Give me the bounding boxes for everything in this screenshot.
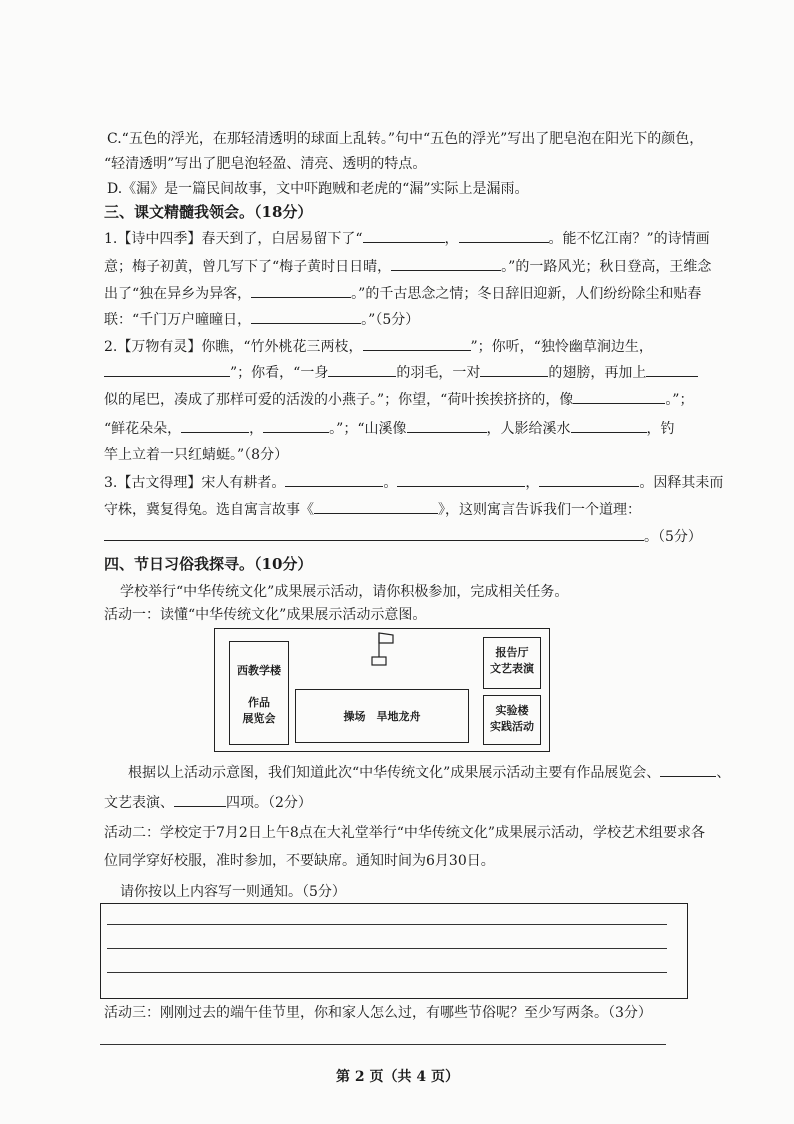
works-label-1: 作品: [248, 696, 270, 709]
q1-line4: 联：“千门万户曈曈日， 。”（5分）: [104, 309, 419, 330]
q2-line4: “鲜花朵朵， ， 。”；“山溪像 ，人影给溪水 ，钓: [104, 418, 675, 439]
answer-blank[interactable]: [660, 762, 716, 777]
activity1-question-line1: 根据以上活动示意图，我们知道此次“中华传统文化”成果展示活动主要有作品展览会、 、: [128, 762, 730, 783]
writing-line: [107, 924, 667, 925]
q1-line3: 出了“独在异乡为异客， 。”的千古思念之情；冬日辞旧迎新，人们纷纷除尘和贴春: [104, 283, 701, 304]
q2-line2: ”；你看，“一身 的羽毛，一对 的翅膀，再加上: [104, 362, 698, 383]
section4-heading: 四、节日习俗我探寻。（10分）: [104, 555, 313, 573]
answer-blank[interactable]: [571, 418, 647, 433]
answer-blank[interactable]: [646, 362, 698, 377]
answer-blank[interactable]: [181, 418, 249, 433]
activity1-title: 活动一：读懂“中华传统文化”成果展示活动示意图。: [104, 607, 427, 623]
answer-blank[interactable]: [363, 228, 445, 243]
activity2-line2: 位同学穿好校服，准时参加，不要缺席。通知时间为6月30日。: [104, 853, 495, 869]
hall-label-2: 文艺表演: [490, 662, 534, 675]
option-c-line2: “轻清透明”写出了肥皂泡轻盈、清亮、透明的特点。: [104, 156, 427, 172]
answer-blank[interactable]: [251, 309, 361, 324]
answer-blank[interactable]: [363, 336, 471, 351]
q1-line2: 意；梅子初黄，曾几写下了“梅子黄时日日晴， 。”的一路风光；秋日登高，王维念: [104, 256, 711, 277]
q2-line5: 竿上立着一只红蜻蜓。”（8分）: [104, 447, 289, 463]
section3-heading: 三、课文精髓我领会。（18分）: [104, 203, 313, 221]
answer-blank[interactable]: [104, 362, 230, 377]
playground-label: 操场 旱地龙舟: [343, 710, 421, 723]
answer-blank[interactable]: [174, 792, 226, 807]
west-building-label: 西教学楼: [237, 664, 281, 677]
answer-blank[interactable]: [391, 256, 501, 271]
west-building-box: [229, 641, 289, 745]
works-label-2: 展览会: [242, 712, 276, 725]
q2-line3: 似的尾巴，凑成了那样可爱的活泼的小燕子。”；你望，“荷叶挨挨挤挤的，像 。”；: [104, 389, 693, 410]
q3-line1: 3.【古文得理】宋人有耕者。 。 ， 。因释其耒而: [104, 472, 723, 493]
answer-blank[interactable]: [285, 472, 383, 487]
q3-line3: 。（5分）: [104, 526, 702, 547]
lab-label-1: 实验楼: [495, 704, 529, 717]
q1-line1: 1.【诗中四季】春天到了，白居易留下了“ ， 。能不忆江南？”的诗情画: [104, 228, 710, 249]
activity2-task: 请你按以上内容写一则通知。（5分）: [120, 884, 346, 900]
activity3-question: 活动三：刚刚过去的端午佳节里，你和家人怎么过，有哪些节俗呢？至少写两条。（3分）: [104, 1005, 652, 1021]
flag-icon: [369, 631, 399, 667]
activity1-question-line2: 文艺表演、 四项。（2分）: [104, 792, 312, 813]
answer-blank[interactable]: [397, 472, 525, 487]
writing-line: [107, 972, 667, 973]
answer-blank[interactable]: [328, 362, 396, 377]
answer-blank[interactable]: [573, 389, 665, 404]
answer-blank[interactable]: [104, 526, 644, 541]
answer-blank[interactable]: [314, 499, 438, 514]
answer-blank[interactable]: [263, 418, 329, 433]
answer-blank[interactable]: [480, 362, 548, 377]
q2-line1: 2.【万物有灵】你瞧，“竹外桃花三两枝， ”；你听，“独怜幽草涧边生，: [104, 336, 653, 357]
page-footer: 第 2 页（共 4 页）: [336, 1069, 459, 1085]
writing-line: [107, 948, 667, 949]
answer-blank[interactable]: [459, 228, 549, 243]
option-d: D.《漏》是一篇民间故事，文中吓跑贼和老虎的“漏”实际上是漏雨。: [107, 181, 529, 197]
activity2-line1: 活动二：学校定于7月2日上午8点在大礼堂举行“中华传统文化”成果展示活动，学校艺术组要求各: [104, 825, 706, 841]
activity-map-diagram: [214, 628, 550, 752]
answer-blank[interactable]: [251, 283, 351, 298]
answer-blank[interactable]: [407, 418, 487, 433]
option-c-line1: C.“五色的浮光，在那轻清透明的球面上乱转。”句中“五色的浮光”写出了肥皂泡在阳光下的颜色，: [107, 131, 704, 147]
answer-blank[interactable]: [539, 472, 639, 487]
q3-line2: 守株，冀复得兔。选自寓言故事《 》，这则寓言告诉我们一个道理：: [104, 499, 641, 520]
hall-label-1: 报告厅: [495, 646, 529, 659]
section4-intro: 学校举行“中华传统文化”成果展示活动，请你积极参加，完成相关任务。: [120, 584, 569, 600]
notice-writing-box[interactable]: [100, 903, 688, 999]
activity3-answer-line[interactable]: [100, 1044, 666, 1045]
lab-label-2: 实践活动: [490, 720, 534, 733]
